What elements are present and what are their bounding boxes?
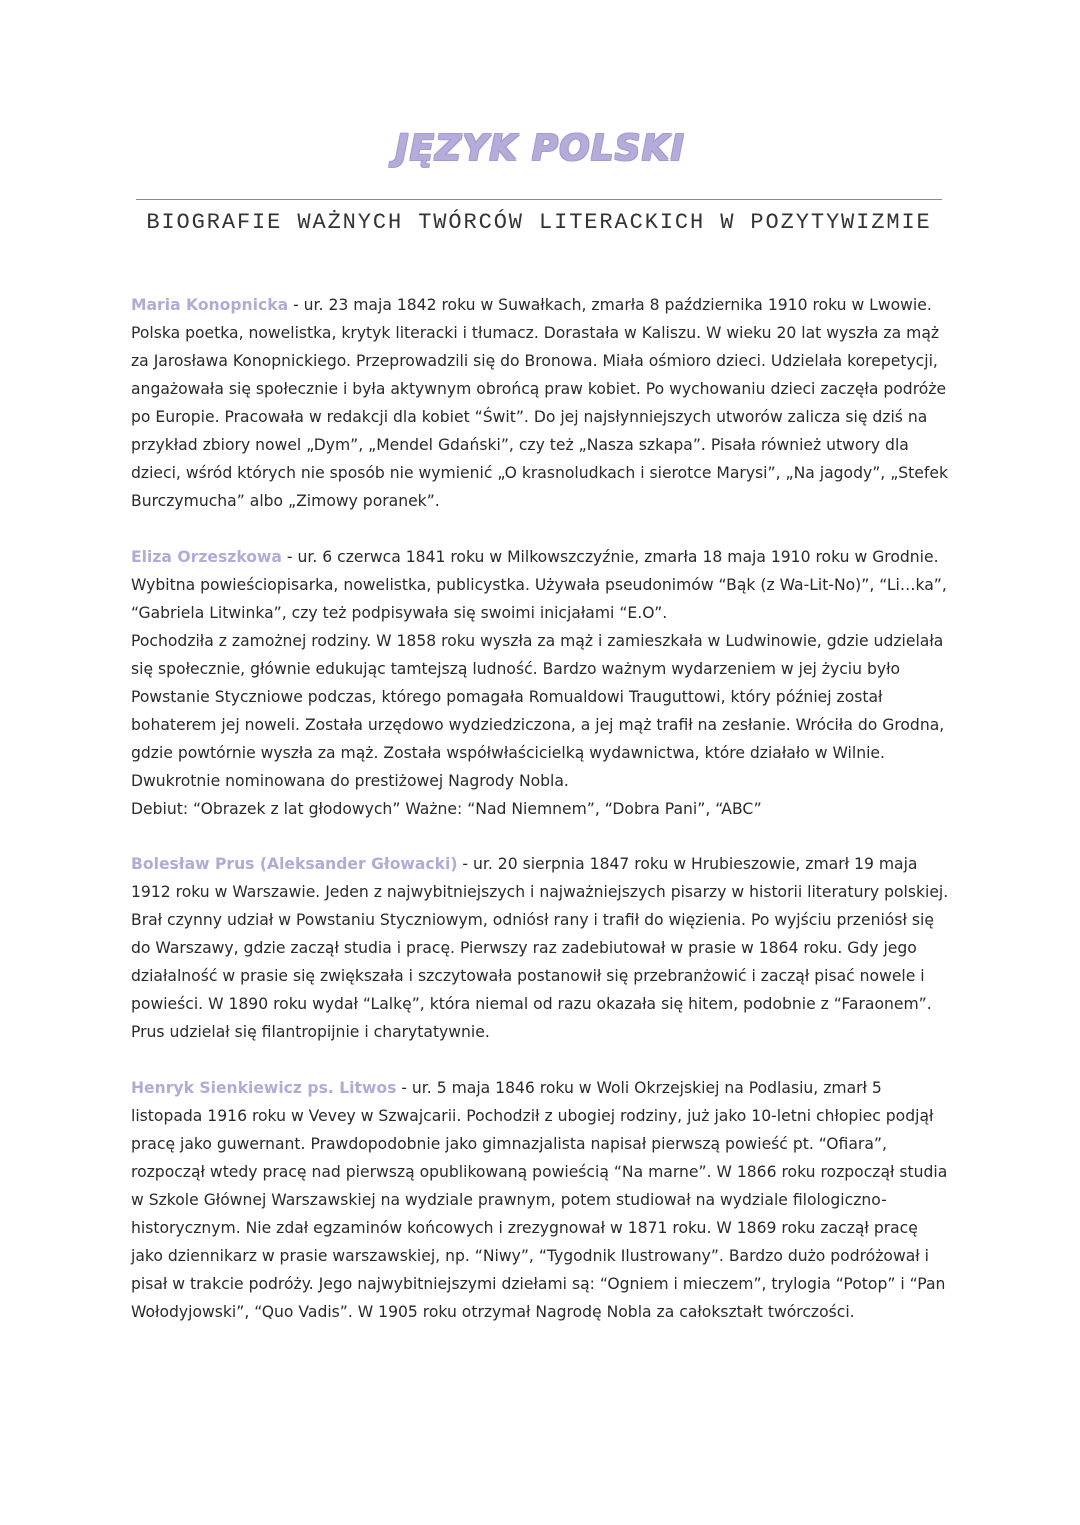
bio-paragraph <box>131 1074 949 1326</box>
page-title-text: JĘZYK POLSKI <box>395 128 685 169</box>
author-name: Eliza Orzeszkowa <box>131 548 282 566</box>
header-divider <box>136 199 942 200</box>
bio-paragraph <box>131 850 949 1046</box>
bio-paragraph <box>131 543 949 627</box>
bio-sienkiewicz <box>131 1074 949 1326</box>
bio-text: - ur. 23 maja 1842 roku w Suwałkach, zmarła 8 października 1910 roku w Lwowie. Polska poetka, nowelistka, krytyk literacki i tłumacz. Dorastała w Kaliszu. W wieku 20 lat wyszła za mąż za Jarosława Konopnickiego. Przeprowadzili się do Bronowa. Miała ośmioro dzieci. Udzielała korepetycji, angażowała się społecznie i była aktywnym obrońcą praw kobiet. Po wychowaniu dzieci zaczęła podróże po Europie. Pracowała w redakcji dla kobiet “Świt”. Do jej najsłynniejszych utworów zalicza się dziś na przykład zbiory nowel „Dym”, „Mendel Gdański”, czy też „Nasza szkapa”. Pisała również utwory dla dzieci, wśród których nie sposób nie wymienić „O krasnoludkach i sierotce Marysi”, „Na jagody”, „Stefek Burczymucha” albo „Zimowy poranek”. <box>131 296 948 510</box>
author-name: Bolesław Prus (Aleksander Głowacki) <box>131 855 458 873</box>
bio-prus <box>131 850 949 1046</box>
bio-paragraph <box>131 291 949 515</box>
bio-text: - ur. 6 czerwca 1841 roku w Milkowszczyźnie, zmarła 18 maja 1910 roku w Grodnie. Wybitna powieściopisarka, nowelistka, publicystka. Używała pseudonimów “Bąk (z Wa-Lit-No)”, “Li…ka”, “Gabriela Litwinka”, czy też podpisywała się swoimi inicjałami “E.O”. <box>131 548 947 622</box>
bio-konopnicka <box>131 291 949 515</box>
page-subtitle: BIOGRAFIE WAŻNYCH TWÓRCÓW LITERACKICH W POZYTYWIZMIE <box>146 210 932 235</box>
author-name: Maria Konopnicka <box>131 296 289 314</box>
page-title <box>0 128 1080 169</box>
bio-text: - ur. 5 maja 1846 roku w Woli Okrzejskiej na Podlasiu, zmarł 5 listopada 1916 roku w Vevey w Szwajcarii. Pochodził z ubogiej rodziny, już jako 10-letni chłopiec podjął pracę jako guwernant. Prawdopodobnie jako gimnazjalista napisał pierwszą powieść pt. “Ofiara”, rozpoczął wtedy pracę nad pierwszą opublikowaną powieścią “Na marne”. W 1866 roku rozpoczął studia w Szkole Głównej Warszawskiej na wydziale prawnym, potem studiował na wydziale filologiczno-historycznym. Nie zdał egzaminów końcowych i zrezygnował w 1871 roku. W 1869 roku zaczął pracę jako dziennikarz w prasie warszawskiej, np. “Niwy”, “Tygodnik Ilustrowany”. Bardzo dużo podróżował i pisał w trakcie podróży. Jego najwybitniejszymi dziełami są: “Ogniem i mieczem”, trylogia “Potop” i “Pan Wołodyjowski”, “Quo Vadis”. W 1905 roku otrzymał Nagrodę Nobla za całokształt twórczości. <box>131 1079 948 1321</box>
bio-text: - ur. 20 sierpnia 1847 roku w Hrubieszowie, zmarł 19 maja 1912 roku w Warszawie. Jeden z najwybitniejszych i najważniejszych pisarzy w historii literatury polskiej. Brał czynny udział w Powstaniu Styczniowym, odniósł rany i trafił do więzienia. Po wyjściu przeniósł się do Warszawy, gdzie zaczął studia i pracę. Pierwszy raz zadebiutował w prasie w 1864 roku. Gdy jego działalność w prasie się zwiększała i szczytowała postanowił się przebranżowić i zaczął pisać nowele i powieści. W 1890 roku wydał “Lalkę”, która niemal od razu okazała się hitem, podobnie z “Faraonem”. Prus udzielał się filantropijnie i charytatywnie. <box>131 855 949 1041</box>
bio-paragraph: Pochodziła z zamożnej rodziny. W 1858 roku wyszła za mąż i zamieszkała w Ludwinowie, gdzie udzielała się społecznie, głównie edukując tamtejszą ludność. Bardzo ważnym wydarzeniem w jej życiu było Powstanie Styczniowe podczas, którego pomagała Romualdowi Trauguttowi, który później został bohaterem jej noweli. Została urzędowo wydziedziczona, a jej mąż trafił na zesłanie. Wróciła do Grodna, gdzie powtórnie wyszła za mąż. Została współwłaścicielką wydawnictwa, które działało w Wilnie. Dwukrotnie nominowana do prestiżowej Nagrody Nobla. <box>131 632 945 790</box>
bio-orzeszkowa <box>131 543 949 823</box>
author-name: Henryk Sienkiewicz ps. Litwos <box>131 1079 397 1097</box>
bio-works: Debiut: “Obrazek z lat głodowych” Ważne: “Nad Niemnem”, “Dobra Pani”, “ABC” <box>131 800 762 818</box>
